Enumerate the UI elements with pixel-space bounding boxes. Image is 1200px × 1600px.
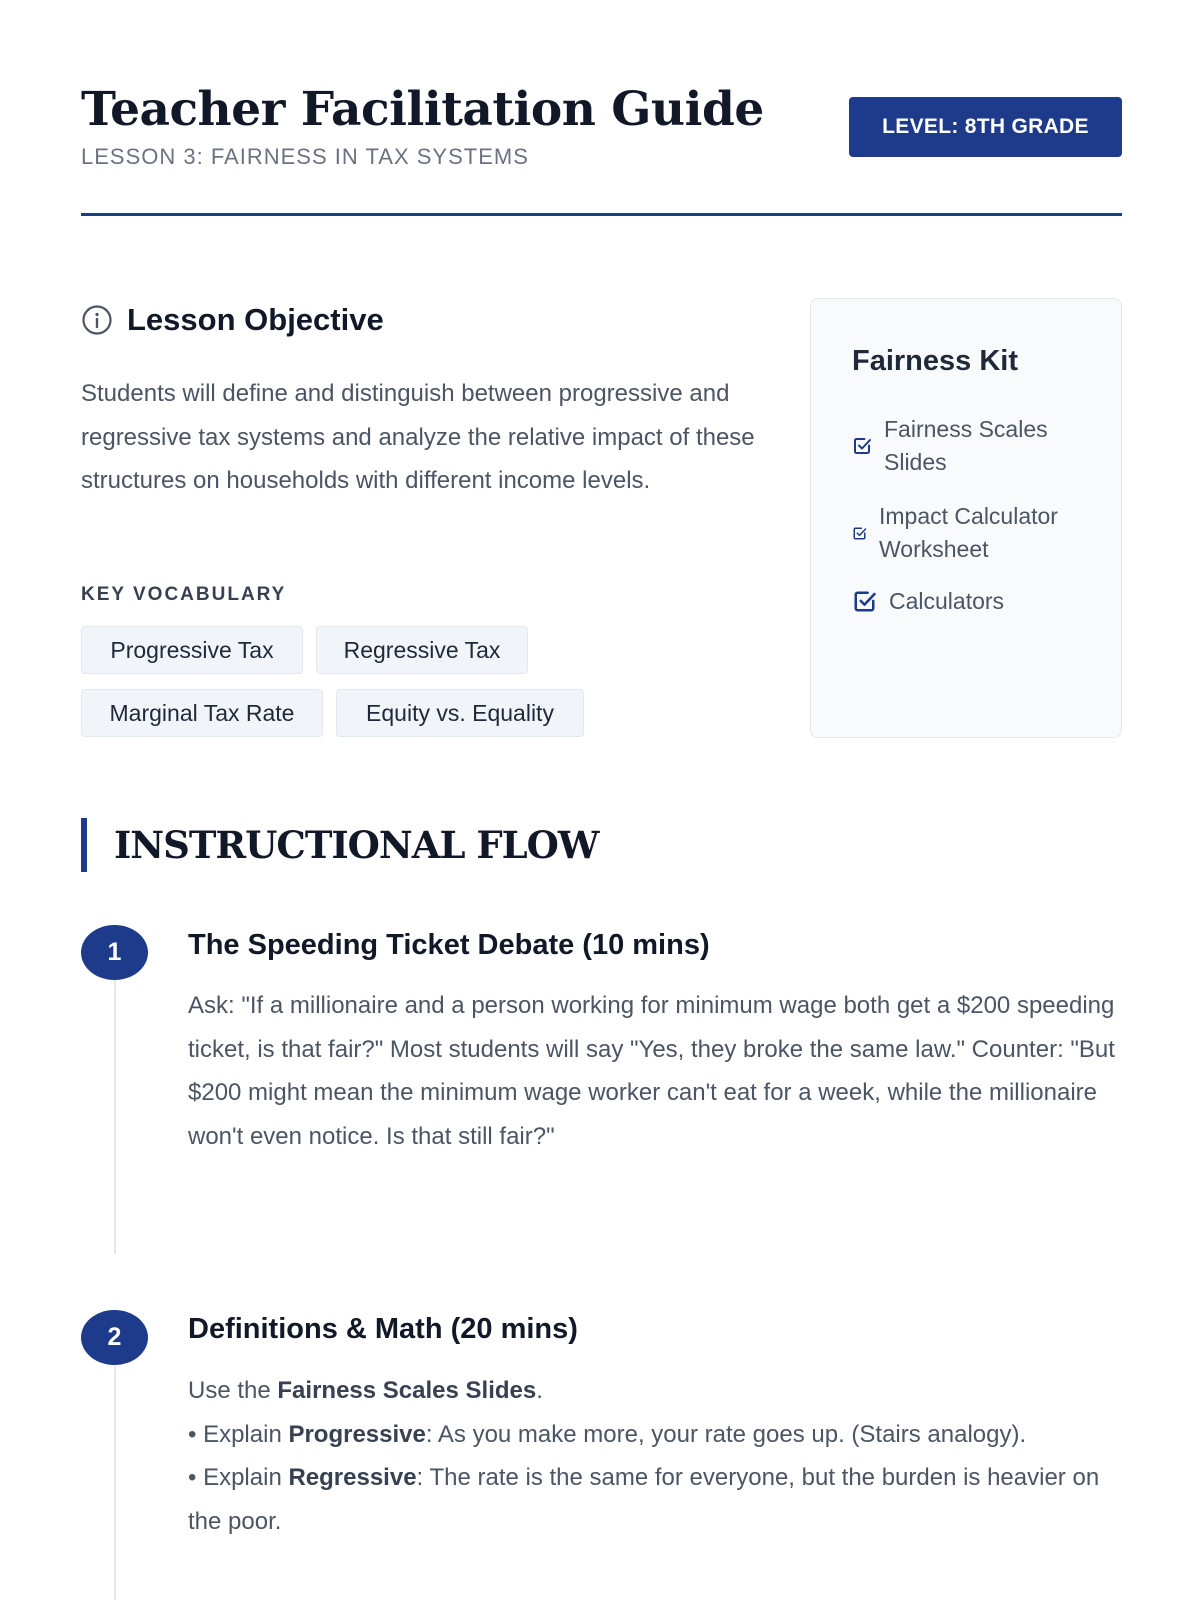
step-intro: Use the Fairness Scales Slides. [188,1377,543,1404]
vocab-chip: Equity vs. Equality [336,689,584,737]
kit-item-label: Calculators [889,588,1005,614]
check-square-icon [852,526,867,541]
vocab-chip: Regressive Tax [316,626,528,674]
kit-item-label: Impact Calculator Worksheet [879,503,1058,562]
objective-title: Lesson Objective [127,302,384,337]
check-square-icon [852,589,877,614]
kit-title: Fairness Kit [852,345,1018,377]
page-header [81,82,1122,216]
step-number: 1 [81,925,148,980]
level-badge: LEVEL: 8TH GRADE [849,97,1122,157]
step-bullet: • Explain Progressive: As you make more, your rate goes up. (Stairs analogy). [188,1420,1027,1448]
step-connector [114,1366,116,1600]
step-body [188,1369,1128,1543]
info-icon [81,304,113,336]
instructional-flow-heading [81,818,598,872]
step-connector [114,980,116,1254]
term-regressive: Regressive [288,1464,417,1491]
vocabulary-label: KEY VOCABULARY [81,584,287,605]
kit-item-label: Fairness Scales Slides [884,416,1048,475]
step-bullet: • Explain Regressive: The rate is the same for everyone, but the burden is heavier on the poor. [188,1464,1100,1535]
kit-reference: Fairness Scales Slides [277,1377,537,1404]
kit-item [852,500,1102,566]
step-title: The Speeding Ticket Debate (10 mins) [188,929,710,961]
objective-text: Students will define and distinguish between progressive and regressive tax systems and analyze the relative impact of these structures on households with different income levels. [81,380,755,494]
step-title: Definitions & Math (20 mins) [188,1313,578,1345]
flow-title: INSTRUCTIONAL FLOW [114,823,599,867]
step-number: 2 [81,1310,148,1365]
kit-item [852,585,1092,618]
vocab-chip: Progressive Tax [81,626,303,674]
check-square-icon [852,436,872,456]
page-title: Teacher Facilitation Guide [81,82,764,137]
step-body: Ask: "If a millionaire and a person working for minimum wage both get a $200 speeding ticket, is that fair?" Most students will say "Yes, they broke the same law." Counter: "But $200 might mean the minimum wage worker can't eat for a week, while the millionaire won't even notice. Is that still fair?" [188,992,1115,1150]
kit-item [852,413,1092,479]
lesson-subtitle: LESSON 3: FAIRNESS IN TAX SYSTEMS [81,144,529,169]
fairness-kit-panel [810,298,1122,738]
objective-heading [81,302,384,338]
term-progressive: Progressive [288,1420,426,1448]
vocab-chip: Marginal Tax Rate [81,689,323,737]
